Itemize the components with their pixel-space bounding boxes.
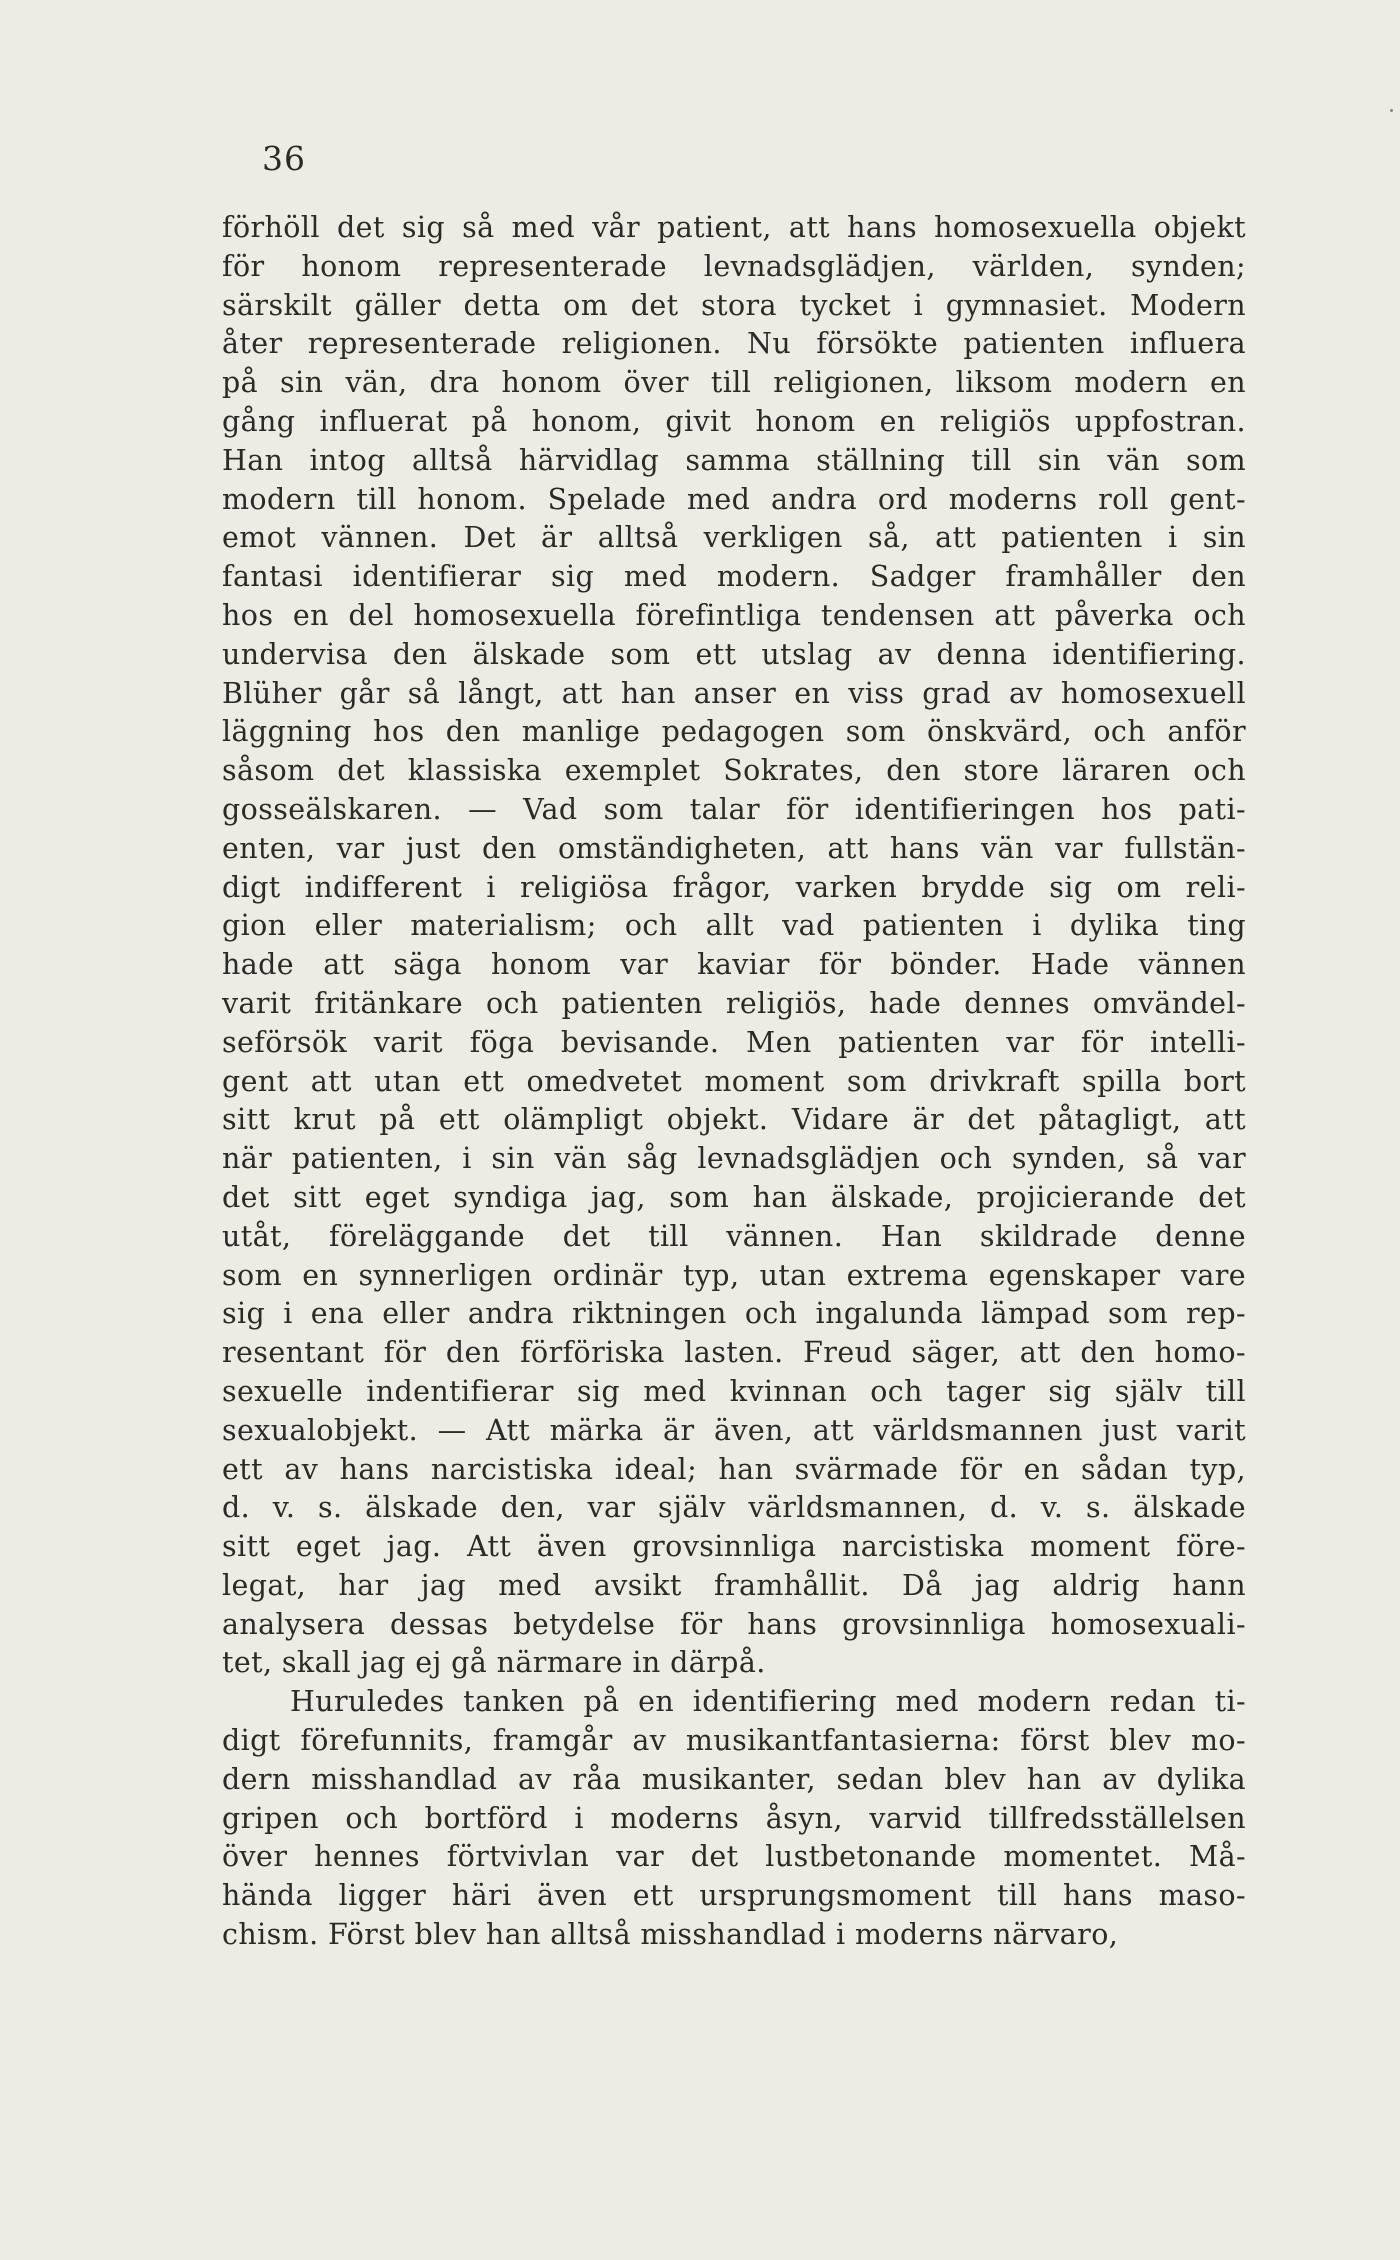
text-line: sexuelle indentifierar sig med kvinnan och tager sig själv till bbox=[222, 1374, 1246, 1408]
text-line: när patienten, i sin vän såg levnadsglädjen och synden, så var bbox=[222, 1142, 1246, 1176]
text-line: åter representerade religionen. Nu försökte patienten influera bbox=[222, 327, 1246, 361]
paragraph bbox=[222, 1683, 1246, 1955]
text-line: fantasi identifierar sig med modern. Sadger framhåller den bbox=[222, 560, 1246, 594]
text-line: tet, skall jag ej gå närmare in därpå. bbox=[222, 1646, 766, 1680]
text-line: legat, har jag med avsikt framhållit. Då jag aldrig hann bbox=[222, 1568, 1246, 1602]
text-line: sexualobjekt. — Att märka är även, att världsmannen just varit bbox=[222, 1413, 1246, 1447]
text-line: varit fritänkare och patienten religiös, hade dennes omvändel- bbox=[222, 986, 1246, 1020]
body-text bbox=[222, 209, 1246, 1955]
text-line: Huruledes tanken på en identifiering med modern redan ti- bbox=[290, 1685, 1246, 1719]
text-line: som en synnerligen ordinär typ, utan extrema egenskaper vare bbox=[222, 1258, 1246, 1292]
text-line: över hennes förtvivlan var det lustbetonande momentet. Må- bbox=[222, 1840, 1246, 1874]
text-line: utåt, föreläggande det till vännen. Han skildrade denne bbox=[222, 1219, 1246, 1253]
text-line: gosseälskaren. — Vad som talar för identifieringen hos pati- bbox=[222, 792, 1246, 826]
page-number: 36 bbox=[262, 139, 306, 178]
text-line: resentant för den förföriska lasten. Freud säger, att den homo- bbox=[222, 1336, 1246, 1370]
text-line: Han intog alltså härvidlag samma ställning till sin vän som bbox=[222, 443, 1246, 477]
text-line: sig i ena eller andra riktningen och ingalunda lämpad som rep- bbox=[222, 1297, 1246, 1331]
text-line: gion eller materialism; och allt vad patienten i dylika ting bbox=[222, 909, 1246, 943]
text-line: seförsök varit föga bevisande. Men patienten var för intelli- bbox=[222, 1025, 1246, 1059]
text-line: gent att utan ett omedvetet moment som drivkraft spilla bort bbox=[222, 1064, 1246, 1098]
text-line: emot vännen. Det är alltså verkligen så, att patienten i sin bbox=[222, 521, 1246, 555]
paper-speck bbox=[1390, 109, 1393, 112]
text-line: läggning hos den manlige pedagogen som önskvärd, och anför bbox=[222, 715, 1246, 749]
text-line: sitt eget jag. Att även grovsinnliga narcistiska moment före- bbox=[222, 1530, 1246, 1564]
text-line: hos en del homosexuella förefintliga tendensen att påverka och bbox=[222, 598, 1246, 632]
text-line: såsom det klassiska exemplet Sokrates, den store läraren och bbox=[222, 754, 1246, 788]
text-line: digt förefunnits, framgår av musikantfantasierna: först blev mo- bbox=[222, 1724, 1246, 1758]
text-line: ett av hans narcistiska ideal; han svärmade för en sådan typ, bbox=[222, 1452, 1246, 1486]
text-line: det sitt eget syndiga jag, som han älskade, projicierande det bbox=[222, 1180, 1246, 1214]
paragraph bbox=[222, 209, 1246, 1683]
text-line: enten, var just den omständigheten, att hans vän var fullstän- bbox=[222, 831, 1246, 865]
text-line: dern misshandlad av råa musikanter, sedan blev han av dylika bbox=[222, 1762, 1246, 1796]
text-line: modern till honom. Spelade med andra ord moderns roll gent- bbox=[222, 482, 1246, 516]
text-line: analysera dessas betydelse för hans grovsinnliga homosexuali- bbox=[222, 1607, 1246, 1641]
text-line: på sin vän, dra honom över till religionen, liksom modern en bbox=[222, 366, 1246, 400]
text-line: d. v. s. älskade den, var själv världsmannen, d. v. s. älskade bbox=[222, 1491, 1246, 1525]
text-line: gripen och bortförd i moderns åsyn, varvid tillfredsställelsen bbox=[222, 1801, 1246, 1835]
text-line: undervisa den älskade som ett utslag av denna identifiering. bbox=[222, 637, 1246, 671]
text-line: för honom representerade levnadsglädjen, världen, synden; bbox=[222, 249, 1246, 283]
text-line: hade att säga honom var kaviar för bönder. Hade vännen bbox=[222, 948, 1246, 982]
text-line: Blüher går så långt, att han anser en viss grad av homosexuell bbox=[222, 676, 1246, 710]
text-line: hända ligger häri även ett ursprungsmoment till hans maso- bbox=[222, 1879, 1246, 1913]
text-line: digt indifferent i religiösa frågor, varken brydde sig om reli- bbox=[222, 870, 1246, 904]
text-line: gång influerat på honom, givit honom en religiös uppfostran. bbox=[222, 404, 1246, 438]
text-line: chism. Först blev han alltså misshandlad i moderns närvaro, bbox=[222, 1918, 1119, 1952]
text-line: sitt krut på ett olämpligt objekt. Vidare är det påtagligt, att bbox=[222, 1103, 1246, 1137]
text-line: förhöll det sig så med vår patient, att hans homosexuella objekt bbox=[222, 211, 1246, 244]
text-line: särskilt gäller detta om det stora tycket i gymnasiet. Modern bbox=[222, 288, 1246, 322]
